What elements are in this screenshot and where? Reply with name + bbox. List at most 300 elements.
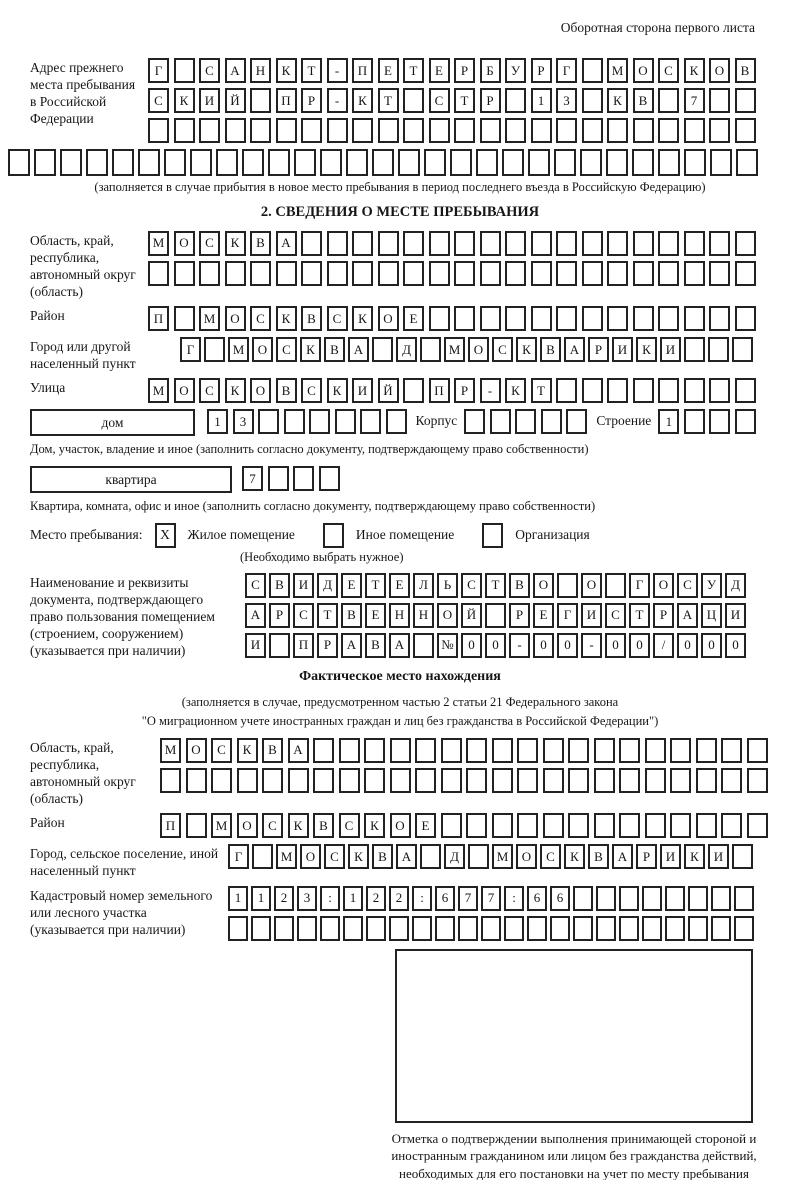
char-cell[interactable]: Р — [636, 844, 657, 869]
char-cell[interactable] — [645, 813, 666, 838]
char-cell[interactable] — [735, 118, 756, 143]
char-cell[interactable]: 1 — [343, 886, 363, 911]
char-cell[interactable] — [313, 768, 334, 793]
char-cell[interactable]: - — [509, 633, 530, 658]
char-cell[interactable] — [684, 337, 705, 362]
char-cell[interactable] — [582, 306, 603, 331]
char-cell[interactable] — [335, 409, 356, 434]
char-cell[interactable]: К — [505, 378, 526, 403]
char-cell[interactable]: С — [262, 813, 283, 838]
char-cell[interactable] — [721, 738, 742, 763]
char-cell[interactable] — [619, 813, 640, 838]
char-cell[interactable]: : — [412, 886, 432, 911]
char-cell[interactable] — [112, 149, 134, 176]
char-cell[interactable]: - — [327, 58, 348, 83]
char-cell[interactable]: 7 — [684, 88, 705, 113]
char-cell[interactable]: К — [352, 88, 373, 113]
char-cell[interactable]: В — [633, 88, 654, 113]
char-cell[interactable] — [293, 466, 314, 491]
char-cell[interactable]: В — [509, 573, 530, 598]
char-cell[interactable]: П — [148, 306, 169, 331]
char-cell[interactable] — [594, 768, 615, 793]
char-cell[interactable] — [607, 306, 628, 331]
char-cell[interactable]: Р — [454, 58, 475, 83]
char-cell[interactable]: О — [709, 58, 730, 83]
char-cell[interactable] — [466, 813, 487, 838]
char-cell[interactable]: С — [677, 573, 698, 598]
char-cell[interactable]: Т — [531, 378, 552, 403]
char-cell[interactable] — [710, 149, 732, 176]
char-cell[interactable] — [709, 231, 730, 256]
char-cell[interactable]: К — [364, 813, 385, 838]
char-cell[interactable] — [633, 118, 654, 143]
char-cell[interactable] — [528, 149, 550, 176]
char-cell[interactable]: 0 — [485, 633, 506, 658]
char-cell[interactable] — [734, 916, 754, 941]
char-cell[interactable] — [606, 149, 628, 176]
char-cell[interactable] — [454, 231, 475, 256]
char-cell[interactable]: В — [301, 306, 322, 331]
char-cell[interactable]: 0 — [557, 633, 578, 658]
char-cell[interactable]: К — [276, 58, 297, 83]
char-cell[interactable] — [732, 844, 753, 869]
char-cell[interactable] — [721, 813, 742, 838]
char-cell[interactable] — [543, 813, 564, 838]
char-cell[interactable]: Т — [403, 58, 424, 83]
char-cell[interactable]: О — [581, 573, 602, 598]
char-cell[interactable]: 7 — [481, 886, 501, 911]
char-cell[interactable] — [557, 573, 578, 598]
char-cell[interactable]: 1 — [228, 886, 248, 911]
char-cell[interactable]: Ь — [437, 573, 458, 598]
char-cell[interactable]: Н — [250, 58, 271, 83]
char-cell[interactable] — [450, 149, 472, 176]
char-cell[interactable]: В — [365, 633, 386, 658]
char-cell[interactable]: 2 — [389, 886, 409, 911]
char-cell[interactable] — [352, 118, 373, 143]
char-cell[interactable] — [403, 231, 424, 256]
char-cell[interactable] — [658, 118, 679, 143]
char-cell[interactable] — [390, 738, 411, 763]
char-cell[interactable] — [441, 813, 462, 838]
char-cell[interactable]: 6 — [550, 886, 570, 911]
char-cell[interactable]: 0 — [605, 633, 626, 658]
char-cell[interactable]: Е — [403, 306, 424, 331]
char-cell[interactable] — [492, 813, 513, 838]
char-cell[interactable]: И — [612, 337, 633, 362]
char-cell[interactable] — [596, 916, 616, 941]
char-cell[interactable]: О — [378, 306, 399, 331]
char-cell[interactable]: М — [160, 738, 181, 763]
char-cell[interactable] — [709, 261, 730, 286]
char-cell[interactable]: В — [372, 844, 393, 869]
char-cell[interactable] — [481, 916, 501, 941]
char-cell[interactable] — [190, 149, 212, 176]
char-cell[interactable]: Т — [378, 88, 399, 113]
char-cell[interactable] — [594, 738, 615, 763]
char-cell[interactable]: В — [276, 378, 297, 403]
char-cell[interactable]: К — [607, 88, 628, 113]
char-cell[interactable]: Е — [365, 603, 386, 628]
char-cell[interactable] — [343, 916, 363, 941]
char-cell[interactable] — [684, 118, 705, 143]
char-cell[interactable]: К — [684, 844, 705, 869]
char-cell[interactable]: 0 — [629, 633, 650, 658]
char-cell[interactable]: В — [341, 603, 362, 628]
char-cell[interactable]: П — [429, 378, 450, 403]
char-cell[interactable]: Р — [653, 603, 674, 628]
char-cell[interactable] — [360, 409, 381, 434]
char-cell[interactable]: С — [540, 844, 561, 869]
char-cell[interactable]: П — [276, 88, 297, 113]
char-cell[interactable] — [658, 378, 679, 403]
char-cell[interactable] — [556, 118, 577, 143]
char-cell[interactable]: В — [540, 337, 561, 362]
char-cell[interactable] — [517, 813, 538, 838]
char-cell[interactable] — [454, 118, 475, 143]
char-cell[interactable]: 0 — [461, 633, 482, 658]
char-cell[interactable]: О — [390, 813, 411, 838]
char-cell[interactable] — [670, 738, 691, 763]
char-cell[interactable] — [684, 231, 705, 256]
char-cell[interactable] — [573, 886, 593, 911]
char-cell[interactable]: К — [636, 337, 657, 362]
char-cell[interactable] — [633, 306, 654, 331]
char-cell[interactable] — [441, 738, 462, 763]
char-cell[interactable] — [696, 768, 717, 793]
char-cell[interactable]: О — [437, 603, 458, 628]
char-cell[interactable] — [327, 231, 348, 256]
char-cell[interactable]: В — [588, 844, 609, 869]
char-cell[interactable] — [708, 337, 729, 362]
char-cell[interactable]: К — [276, 306, 297, 331]
char-cell[interactable]: С — [461, 573, 482, 598]
char-cell[interactable] — [568, 768, 589, 793]
char-cell[interactable] — [403, 88, 424, 113]
char-cell[interactable] — [403, 261, 424, 286]
char-cell[interactable] — [696, 813, 717, 838]
char-cell[interactable] — [250, 118, 271, 143]
char-cell[interactable]: Ц — [701, 603, 722, 628]
char-cell[interactable] — [642, 916, 662, 941]
char-cell[interactable] — [276, 118, 297, 143]
char-cell[interactable]: С — [211, 738, 232, 763]
char-cell[interactable] — [711, 886, 731, 911]
char-cell[interactable]: 0 — [533, 633, 554, 658]
char-cell[interactable]: Е — [378, 58, 399, 83]
char-cell[interactable] — [268, 149, 290, 176]
char-cell[interactable]: 6 — [435, 886, 455, 911]
char-cell[interactable] — [297, 916, 317, 941]
char-cell[interactable]: А — [288, 738, 309, 763]
char-cell[interactable] — [607, 118, 628, 143]
char-cell[interactable] — [174, 58, 195, 83]
char-cell[interactable] — [390, 768, 411, 793]
char-cell[interactable] — [582, 261, 603, 286]
char-cell[interactable]: О — [225, 306, 246, 331]
char-cell[interactable]: Г — [629, 573, 650, 598]
char-cell[interactable] — [225, 261, 246, 286]
char-cell[interactable]: Т — [454, 88, 475, 113]
char-cell[interactable] — [454, 306, 475, 331]
char-cell[interactable]: И — [581, 603, 602, 628]
char-cell[interactable] — [582, 118, 603, 143]
char-cell[interactable] — [531, 261, 552, 286]
char-cell[interactable] — [403, 378, 424, 403]
char-cell[interactable]: А — [396, 844, 417, 869]
char-cell[interactable] — [658, 149, 680, 176]
char-cell[interactable]: К — [288, 813, 309, 838]
char-cell[interactable] — [582, 231, 603, 256]
char-cell[interactable] — [735, 261, 756, 286]
char-cell[interactable] — [531, 231, 552, 256]
char-cell[interactable] — [34, 149, 56, 176]
char-cell[interactable]: Т — [317, 603, 338, 628]
char-cell[interactable]: Р — [301, 88, 322, 113]
char-cell[interactable] — [378, 231, 399, 256]
char-cell[interactable] — [633, 378, 654, 403]
char-cell[interactable]: Г — [228, 844, 249, 869]
char-cell[interactable]: 0 — [701, 633, 722, 658]
char-cell[interactable] — [288, 768, 309, 793]
char-cell[interactable]: К — [348, 844, 369, 869]
char-cell[interactable] — [186, 813, 207, 838]
char-cell[interactable] — [480, 306, 501, 331]
char-cell[interactable] — [480, 118, 501, 143]
char-cell[interactable] — [485, 603, 506, 628]
char-cell[interactable] — [216, 149, 238, 176]
char-cell[interactable] — [346, 149, 368, 176]
char-cell[interactable] — [441, 768, 462, 793]
char-cell[interactable]: С — [658, 58, 679, 83]
checkbox-zhiloe[interactable]: X — [155, 523, 176, 548]
char-cell[interactable] — [174, 261, 195, 286]
char-cell[interactable] — [711, 916, 731, 941]
char-cell[interactable] — [596, 886, 616, 911]
char-cell[interactable]: Т — [485, 573, 506, 598]
char-cell[interactable]: А — [677, 603, 698, 628]
char-cell[interactable] — [665, 886, 685, 911]
char-cell[interactable]: О — [516, 844, 537, 869]
char-cell[interactable]: О — [174, 378, 195, 403]
char-cell[interactable]: С — [245, 573, 266, 598]
char-cell[interactable]: Т — [365, 573, 386, 598]
char-cell[interactable] — [228, 916, 248, 941]
char-cell[interactable] — [502, 149, 524, 176]
char-cell[interactable] — [378, 118, 399, 143]
char-cell[interactable] — [645, 738, 666, 763]
char-cell[interactable] — [505, 88, 526, 113]
char-cell[interactable] — [709, 378, 730, 403]
char-cell[interactable]: К — [684, 58, 705, 83]
char-cell[interactable] — [670, 813, 691, 838]
char-cell[interactable]: Р — [269, 603, 290, 628]
char-cell[interactable] — [505, 118, 526, 143]
char-cell[interactable] — [594, 813, 615, 838]
char-cell[interactable]: С — [199, 58, 220, 83]
char-cell[interactable] — [211, 768, 232, 793]
char-cell[interactable]: М — [211, 813, 232, 838]
char-cell[interactable]: А — [341, 633, 362, 658]
char-cell[interactable] — [269, 633, 290, 658]
char-cell[interactable]: 3 — [233, 409, 254, 434]
char-cell[interactable]: Н — [413, 603, 434, 628]
char-cell[interactable]: М — [276, 844, 297, 869]
char-cell[interactable] — [372, 337, 393, 362]
char-cell[interactable] — [550, 916, 570, 941]
char-cell[interactable] — [658, 261, 679, 286]
char-cell[interactable] — [251, 916, 271, 941]
char-cell[interactable]: О — [237, 813, 258, 838]
char-cell[interactable]: И — [708, 844, 729, 869]
char-cell[interactable]: Л — [413, 573, 434, 598]
char-cell[interactable] — [642, 886, 662, 911]
char-cell[interactable] — [237, 768, 258, 793]
char-cell[interactable]: О — [186, 738, 207, 763]
char-cell[interactable] — [429, 306, 450, 331]
char-cell[interactable]: С — [148, 88, 169, 113]
char-cell[interactable]: 1 — [658, 409, 679, 434]
char-cell[interactable]: : — [504, 886, 524, 911]
char-cell[interactable]: Р — [317, 633, 338, 658]
char-cell[interactable] — [403, 118, 424, 143]
char-cell[interactable] — [568, 813, 589, 838]
char-cell[interactable] — [468, 844, 489, 869]
char-cell[interactable] — [658, 306, 679, 331]
char-cell[interactable] — [684, 149, 706, 176]
char-cell[interactable]: И — [352, 378, 373, 403]
char-cell[interactable] — [60, 149, 82, 176]
char-cell[interactable] — [505, 261, 526, 286]
char-cell[interactable]: О — [174, 231, 195, 256]
char-cell[interactable] — [633, 231, 654, 256]
char-cell[interactable]: Г — [557, 603, 578, 628]
char-cell[interactable] — [709, 306, 730, 331]
char-cell[interactable]: 0 — [677, 633, 698, 658]
char-cell[interactable] — [517, 768, 538, 793]
char-cell[interactable] — [605, 573, 626, 598]
char-cell[interactable]: Е — [415, 813, 436, 838]
char-cell[interactable] — [420, 337, 441, 362]
char-cell[interactable] — [734, 886, 754, 911]
char-cell[interactable] — [688, 916, 708, 941]
char-cell[interactable] — [415, 768, 436, 793]
char-cell[interactable]: М — [148, 231, 169, 256]
char-cell[interactable] — [480, 261, 501, 286]
char-cell[interactable]: : — [320, 886, 340, 911]
char-cell[interactable] — [301, 261, 322, 286]
char-cell[interactable] — [709, 88, 730, 113]
char-cell[interactable]: П — [352, 58, 373, 83]
char-cell[interactable] — [619, 916, 639, 941]
char-cell[interactable]: Й — [461, 603, 482, 628]
char-cell[interactable] — [632, 149, 654, 176]
char-cell[interactable]: С — [605, 603, 626, 628]
char-cell[interactable]: М — [148, 378, 169, 403]
char-cell[interactable] — [580, 149, 602, 176]
char-cell[interactable]: Е — [341, 573, 362, 598]
char-cell[interactable] — [389, 916, 409, 941]
char-cell[interactable] — [412, 916, 432, 941]
char-cell[interactable]: - — [480, 378, 501, 403]
char-cell[interactable]: С — [199, 231, 220, 256]
char-cell[interactable] — [415, 738, 436, 763]
char-cell[interactable] — [696, 738, 717, 763]
char-cell[interactable]: В — [735, 58, 756, 83]
char-cell[interactable] — [429, 118, 450, 143]
char-cell[interactable] — [458, 916, 478, 941]
char-cell[interactable]: О — [633, 58, 654, 83]
char-cell[interactable] — [735, 306, 756, 331]
char-cell[interactable]: Н — [389, 603, 410, 628]
char-cell[interactable] — [420, 844, 441, 869]
char-cell[interactable] — [505, 306, 526, 331]
char-cell[interactable] — [582, 88, 603, 113]
char-cell[interactable] — [364, 738, 385, 763]
char-cell[interactable]: М — [199, 306, 220, 331]
char-cell[interactable] — [301, 231, 322, 256]
char-cell[interactable] — [556, 261, 577, 286]
char-cell[interactable] — [366, 916, 386, 941]
char-cell[interactable] — [320, 149, 342, 176]
char-cell[interactable]: И — [293, 573, 314, 598]
char-cell[interactable] — [424, 149, 446, 176]
char-cell[interactable]: Д — [725, 573, 746, 598]
char-cell[interactable] — [658, 231, 679, 256]
char-cell[interactable] — [274, 916, 294, 941]
char-cell[interactable]: О — [250, 378, 271, 403]
char-cell[interactable]: Г — [556, 58, 577, 83]
char-cell[interactable]: Д — [317, 573, 338, 598]
char-cell[interactable] — [582, 58, 603, 83]
char-cell[interactable] — [276, 261, 297, 286]
char-cell[interactable]: 7 — [458, 886, 478, 911]
char-cell[interactable] — [517, 738, 538, 763]
char-cell[interactable] — [658, 88, 679, 113]
char-cell[interactable]: Р — [454, 378, 475, 403]
char-cell[interactable]: Р — [509, 603, 530, 628]
char-cell[interactable]: Д — [444, 844, 465, 869]
char-cell[interactable]: / — [653, 633, 674, 658]
char-cell[interactable] — [352, 261, 373, 286]
char-cell[interactable] — [160, 768, 181, 793]
char-cell[interactable]: - — [581, 633, 602, 658]
char-cell[interactable] — [670, 768, 691, 793]
char-cell[interactable]: Т — [301, 58, 322, 83]
char-cell[interactable]: К — [516, 337, 537, 362]
char-cell[interactable]: № — [437, 633, 458, 658]
char-cell[interactable] — [504, 916, 524, 941]
char-cell[interactable] — [164, 149, 186, 176]
char-cell[interactable] — [684, 306, 705, 331]
char-cell[interactable] — [543, 768, 564, 793]
char-cell[interactable] — [490, 409, 511, 434]
char-cell[interactable] — [327, 118, 348, 143]
char-cell[interactable] — [429, 231, 450, 256]
char-cell[interactable]: В — [324, 337, 345, 362]
char-cell[interactable]: С — [327, 306, 348, 331]
char-cell[interactable]: 1 — [531, 88, 552, 113]
char-cell[interactable] — [735, 409, 756, 434]
char-cell[interactable] — [148, 118, 169, 143]
char-cell[interactable] — [645, 768, 666, 793]
char-cell[interactable] — [709, 118, 730, 143]
char-cell[interactable]: О — [468, 337, 489, 362]
char-cell[interactable] — [464, 409, 485, 434]
char-cell[interactable] — [319, 466, 340, 491]
char-cell[interactable] — [735, 231, 756, 256]
char-cell[interactable]: О — [252, 337, 273, 362]
